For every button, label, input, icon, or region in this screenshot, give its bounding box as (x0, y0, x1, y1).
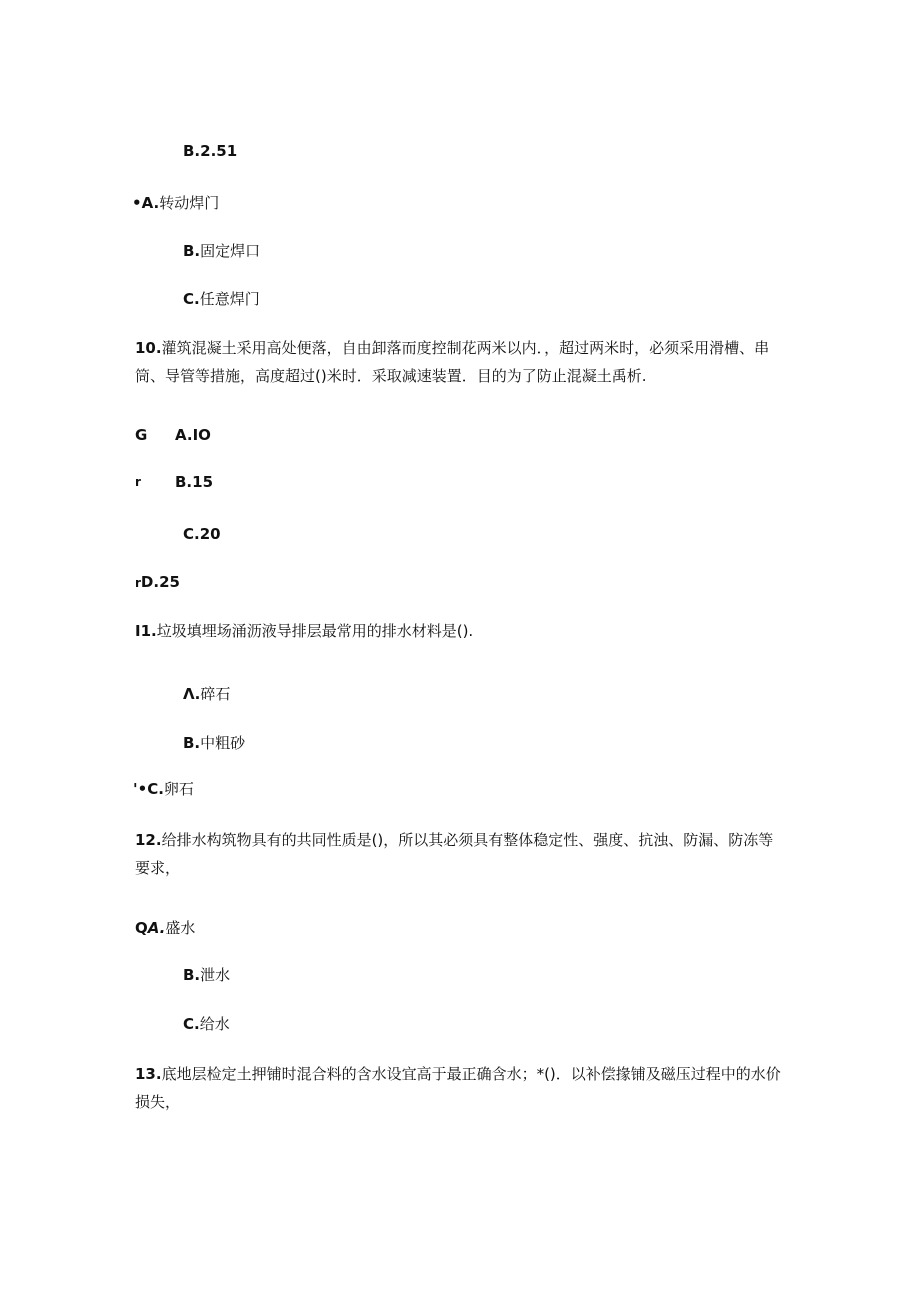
option-a (132, 193, 219, 213)
option-text: 泄水 (200, 966, 231, 984)
option-label: A. (147, 919, 166, 937)
option-label: B. (183, 966, 201, 984)
option-label: Λ. (183, 685, 201, 703)
question-number: I1. (135, 622, 157, 640)
option-text: 卵石 (163, 780, 194, 798)
option-b (175, 472, 213, 492)
question-text: 给排水构筑物具有的共同性质是()，所以其必须具有整体稳定性、强度、抗浊、防漏、防冻等要求， (135, 831, 774, 877)
option-label: C. (183, 525, 200, 543)
option-label: B. (183, 734, 201, 752)
option-text: IO (192, 426, 211, 444)
option-text: 盛水 (165, 919, 196, 937)
question-11 (135, 617, 785, 645)
answer-marker: r (135, 475, 141, 489)
question-text: 底地层检定土押铺时混合料的含水设宜高于最正确含水；*()．以补偿掾铺及磁压过程中的水价损失， (135, 1065, 781, 1111)
option-b (183, 241, 260, 261)
option-b (183, 141, 237, 161)
option-b (183, 733, 245, 753)
answer-marker: Q (135, 919, 148, 937)
question-number: 12. (135, 831, 162, 849)
question-13 (135, 1060, 785, 1116)
option-label: C. (183, 1015, 200, 1033)
option-text: 20 (199, 525, 221, 543)
option-label: B. (183, 142, 201, 160)
option-text: 任意焊门 (199, 290, 260, 308)
option-text: 转动焊门 (159, 194, 220, 212)
answer-marker: • (132, 194, 142, 212)
option-text: 15 (192, 473, 214, 491)
option-a (175, 425, 211, 445)
option-text: 固定焊口 (200, 242, 261, 260)
option-text: 25 (159, 573, 180, 591)
option-c (183, 289, 260, 309)
option-b (183, 965, 230, 985)
option-c (183, 1014, 230, 1034)
option-label: B. (183, 242, 201, 260)
option-label: C. (183, 290, 200, 308)
option-label: D. (140, 573, 160, 591)
option-label: A. (141, 194, 160, 212)
option-text: 中粗砂 (200, 734, 246, 752)
question-10 (135, 334, 785, 390)
question-12 (135, 826, 785, 882)
answer-marker: G (135, 426, 148, 444)
option-text: 2.51 (200, 142, 238, 160)
option-c (183, 524, 221, 544)
option-text: 给水 (199, 1015, 230, 1033)
option-label: A. (175, 426, 193, 444)
option-a (183, 684, 230, 704)
option-label: B. (175, 473, 193, 491)
question-number: 10. (135, 339, 162, 357)
question-text: 垃圾填埋场涌沥液导排层最常用的排水材料是(). (156, 622, 474, 640)
answer-marker: '• (133, 780, 148, 798)
option-label: C. (147, 780, 164, 798)
option-d (135, 572, 180, 593)
question-text: 灌筑混凝土采用高处便落，自由卸落而度控制花两米以内．，超过两米时，必须采用滑槽、串筒、导管等措施，高度超过()米时．采取减速装置．目的为了防止混凝土禹析. (135, 339, 770, 385)
option-a (135, 918, 195, 938)
option-text: 碎石 (200, 685, 231, 703)
option-c (133, 779, 194, 799)
answer-marker: r (135, 576, 141, 590)
question-number: 13. (135, 1065, 162, 1083)
